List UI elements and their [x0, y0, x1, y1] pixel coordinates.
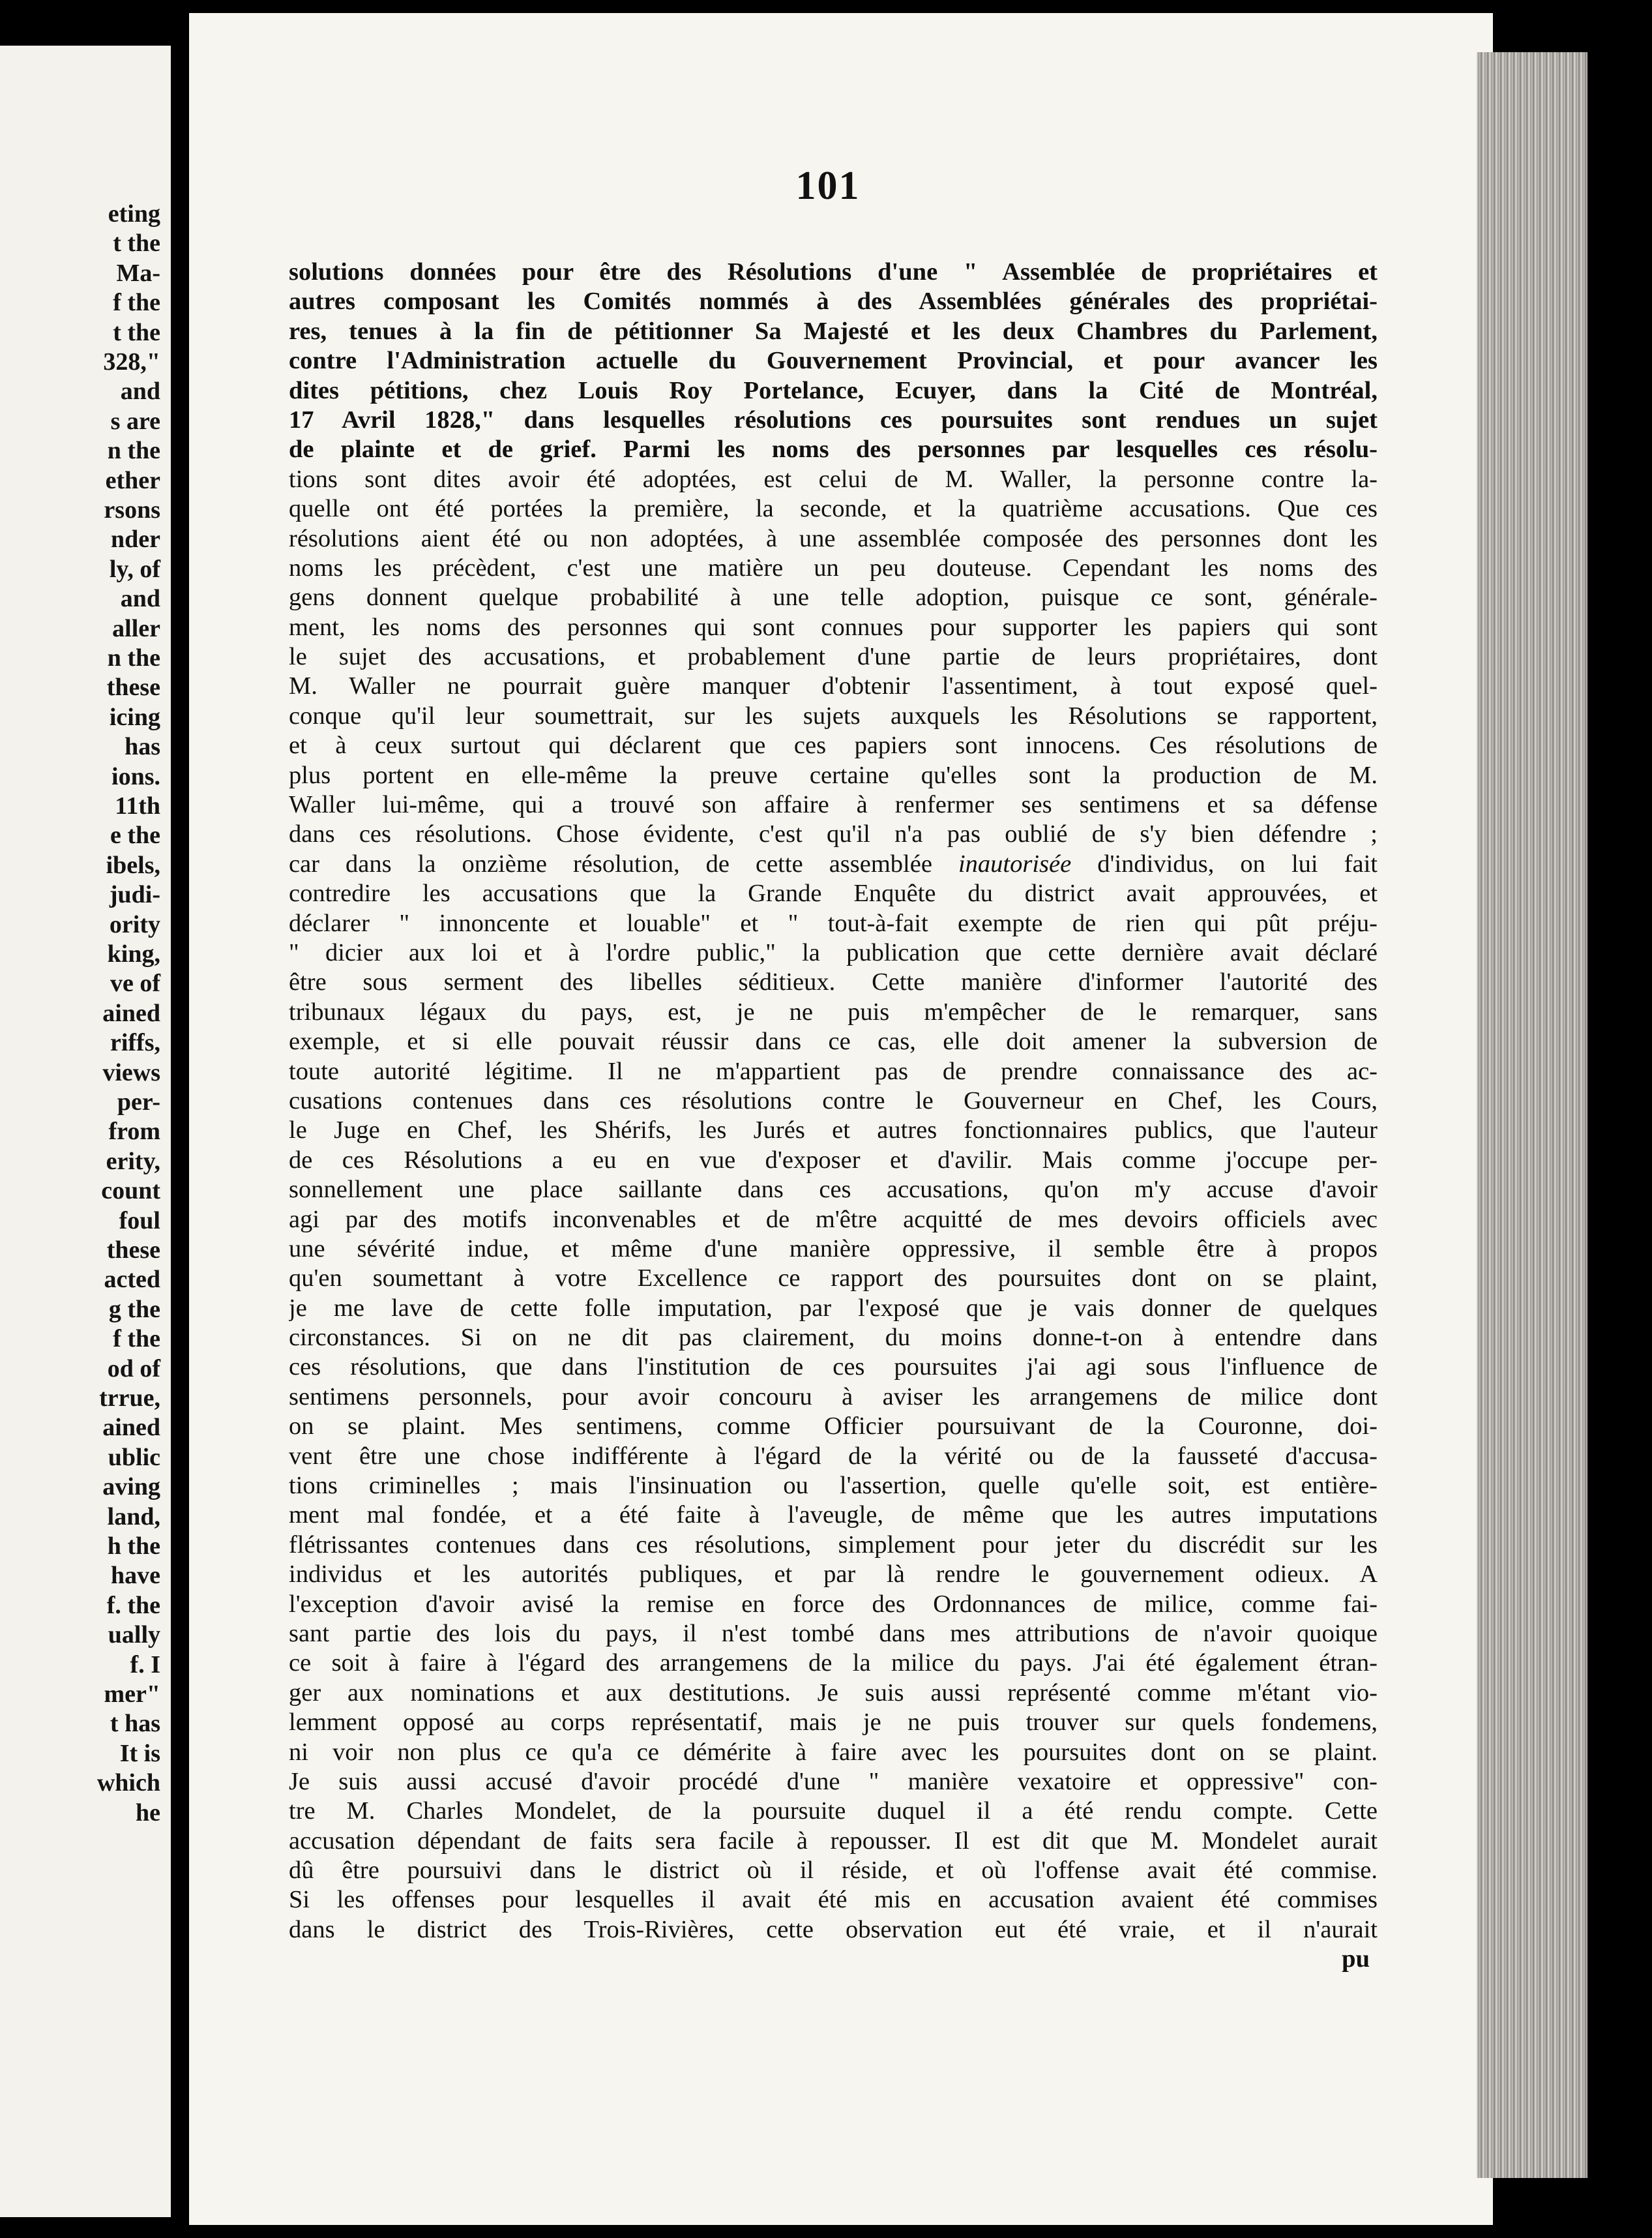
text-line: l'exception d'avoir avisé la remise en force des Ordonnances de milice, comme fai- [289, 1590, 1378, 1618]
left-page-line: e the [110, 822, 160, 850]
left-page-line: ually [108, 1621, 160, 1649]
text-line: flétrissantes contenues dans ces résolutions, simplement pour jeter du discrédit sur les [289, 1530, 1378, 1559]
text-line: je me lave de cette folle imputation, par l'exposé que je vais donner de quelques [289, 1294, 1378, 1322]
text-line: contre l'Administration actuelle du Gouvernement Provincial, et pour avancer les [289, 347, 1378, 375]
left-page-line: 328," [103, 348, 160, 376]
text-line: être sous serment des libelles séditieux. Cette manière d'informer l'autorité des [289, 968, 1378, 996]
left-page-line: ve of [110, 970, 160, 998]
left-page-line: aller [112, 614, 160, 642]
text-line: le Juge en Chef, les Shérifs, les Jurés et autres fonctionnaires publics, que l'auteur [289, 1116, 1378, 1144]
main-page [189, 13, 1493, 2225]
left-page-line: n the [107, 644, 160, 672]
left-page-line: rsons [104, 496, 160, 524]
left-page-line: from [108, 1118, 160, 1146]
text-line: ment, les noms des personnes qui sont connues pour supporter les papiers qui sont [289, 613, 1378, 641]
text-line: accusation dépendant de faits sera facile à repousser. Il est dit que M. Mondelet aurait [289, 1827, 1378, 1855]
text-line: dans ces résolutions. Chose évidente, c'est qu'il n'a pas oublié de s'y bien défendre ; [289, 820, 1378, 848]
text-line: dites pétitions, chez Louis Roy Portelance, Ecuyer, dans la Cité de Montréal, [289, 376, 1378, 404]
text-line: et à ceux surtout qui déclarent que ces papiers sont innocens. Ces résolutions de [289, 732, 1378, 760]
text-line: ce soit à faire à l'égard des arrangemens de la milice du pays. J'ai été également étran- [289, 1649, 1378, 1677]
text-line: autres composant les Comités nommés à des Assemblées générales des propriétai- [289, 288, 1378, 316]
left-page-line: ibels, [106, 851, 160, 879]
text-line: toute autorité légitime. Il ne m'appartient pas de prendre connaissance des ac- [289, 1057, 1378, 1085]
left-page-line: ained [102, 999, 160, 1027]
text-line: Si les offenses pour lesquelles il avait été mis en accusation avaient été commises [289, 1886, 1378, 1914]
left-page-line: views [102, 1058, 160, 1086]
text-line: ni voir non plus ce qu'a ce démérite à faire avec les poursuites dont on se plaint. [289, 1738, 1378, 1766]
text-line: de plainte et de grief. Parmi les noms des personnes par lesquelles ces résolu- [289, 436, 1378, 464]
left-page-line: acted [104, 1266, 160, 1294]
text-line: car dans la onzième résolution, de cette assemblée inautorisée d'individus, on lui fait [289, 850, 1378, 878]
left-page-line: Ma- [116, 259, 160, 287]
text-line: exemple, et si elle pouvait réussir dans ce cas, elle doit amener la subversion de [289, 1028, 1378, 1056]
left-page-line: f the [113, 289, 160, 317]
left-page-line: riffs, [110, 1029, 160, 1057]
left-page-line: f. I [130, 1650, 160, 1678]
left-page-line: aving [102, 1473, 160, 1501]
text-line: res, tenues à la fin de pétitionner Sa Majesté et les deux Chambres du Parlement, [289, 317, 1378, 345]
left-page-line: h the [107, 1532, 160, 1560]
text-line: individus et les autorités publiques, et par là rendre le gouvernement odieux. A [289, 1560, 1378, 1589]
left-page-line: ions. [111, 762, 160, 790]
text-line: résolutions aient été ou non adoptées, à une assemblée composée des personnes dont les [289, 524, 1378, 552]
text-line: déclarer " innoncente et louable" et " tout-à-fait exempte de rien qui pût préju- [289, 909, 1378, 937]
text-line: sentimens personnels, pour avoir concouru à aviser les arrangemens de milice dont [289, 1382, 1378, 1410]
text-line: sonnellement une place saillante dans ces accusations, qu'on m'y accuse d'avoir [289, 1176, 1378, 1204]
text-line: 17 Avril 1828," dans lesquelles résolutions ces poursuites sont rendues un sujet [289, 406, 1378, 434]
text-line: noms les précèdent, c'est une matière un peu douteuse. Cependant les noms des [289, 554, 1378, 582]
left-page-line: and [120, 585, 160, 613]
text-line: solutions données pour être des Résolutions d'une " Assemblée de propriétaires et [289, 258, 1378, 286]
left-page-line: he [136, 1798, 160, 1827]
left-page-line: s are [110, 407, 160, 435]
text-line: tre M. Charles Mondelet, de la poursuite duquel il a été rendu compte. Cette [289, 1797, 1378, 1825]
text-line: agi par des motifs inconvenables et de m'être acquitté de mes devoirs officiels avec [289, 1205, 1378, 1233]
left-page-line: mer" [104, 1680, 160, 1708]
left-page-line: t has [110, 1710, 160, 1738]
text-line: tribunaux légaux du pays, est, je ne puis m'empêcher de le remarquer, sans [289, 998, 1378, 1026]
left-page-line: ority [109, 910, 160, 938]
left-page-line: foul [119, 1206, 160, 1234]
text-line: conque qu'il leur soumettrait, sur les sujets auxquels les Résolutions se rapportent, [289, 702, 1378, 730]
left-page-line: land, [107, 1502, 160, 1530]
left-page-line: ether [105, 466, 160, 494]
left-page-line: which [96, 1769, 160, 1797]
left-page-line: per- [117, 1088, 160, 1116]
text-line: sant partie des lois du pays, il n'est tombé dans mes attributions de n'avoir quoique [289, 1619, 1378, 1647]
left-page-line: these [106, 674, 160, 702]
text-line: dans le district des Trois-Rivières, cette observation eut été vraie, et il n'aurait [289, 1915, 1378, 1943]
left-page-line: has [125, 733, 160, 761]
text-line: M. Waller ne pourrait guère manquer d'obtenir l'assentiment, à tout exposé quel- [289, 672, 1378, 700]
text-line: contredire les accusations que la Grande Enquête du district avait approuvées, et [289, 880, 1378, 908]
page-edges [1477, 52, 1587, 2178]
text-line: ment mal fondée, et a été faite à l'aveugle, de même que les autres imputations [289, 1501, 1378, 1529]
text-line: tions sont dites avoir été adoptées, est celui de M. Waller, la personne contre la- [289, 465, 1378, 493]
left-page-line: g the [108, 1295, 160, 1323]
text-line: on se plaint. Mes sentimens, comme Officier poursuivant de la Couronne, doi- [289, 1412, 1378, 1440]
left-page-line: king, [107, 940, 160, 968]
left-page-line: ublic [108, 1443, 160, 1471]
text-line: tions criminelles ; mais l'insinuation ou l'assertion, quelle qu'elle soit, est entière- [289, 1472, 1378, 1500]
left-page-line: t the [113, 318, 160, 346]
text-line: qu'en soumettant à votre Excellence ce rapport des poursuites dont on se plaint, [289, 1264, 1378, 1292]
left-page-line: and [120, 378, 160, 406]
left-page-line: od of [107, 1354, 160, 1382]
left-page-line: ained [102, 1414, 160, 1442]
left-page-line: eting [108, 200, 160, 228]
body-text [289, 258, 1378, 1975]
left-facing-page [0, 46, 171, 2217]
left-page-line: icing [109, 703, 160, 731]
text-line: circonstances. Si on ne dit pas clairement, du moins donne-t-on à entendre dans [289, 1324, 1378, 1352]
text-line: une sévérité indue, et même d'une manière oppressive, il semble être à propos [289, 1234, 1378, 1262]
text-line: dû être poursuivi dans le district où il réside, et où l'offense avait été commise. [289, 1857, 1378, 1885]
text-line: le sujet des accusations, et probablement d'une partie de leurs propriétaires, dont [289, 643, 1378, 671]
text-line: vent être une chose indifférente à l'égard de la vérité ou de la fausseté d'accusa- [289, 1442, 1378, 1470]
text-line: plus portent en elle-même la preuve certaine qu'elles sont la production de M. [289, 761, 1378, 789]
left-page-line: have [111, 1562, 160, 1590]
text-line: " dicier aux loi et à l'ordre public," la publication que cette dernière avait déclaré [289, 938, 1378, 966]
left-page-line: these [106, 1236, 160, 1264]
left-page-line: judi- [109, 881, 160, 909]
left-page-line: erity, [106, 1147, 160, 1175]
left-page-line: count [101, 1177, 160, 1205]
text-line: lemment opposé au corps représentatif, mais je ne puis trouver sur quels fondemens, [289, 1708, 1378, 1737]
text-line: Waller lui-même, qui a trouvé son affaire à renfermer ses sentimens et sa défense [289, 791, 1378, 819]
left-page-line: nder [111, 526, 160, 554]
left-page-line: It is [119, 1739, 160, 1767]
text-line: Je suis aussi accusé d'avoir procédé d'une " manière vexatoire et oppressive" con- [289, 1767, 1378, 1795]
catchword: pu [1342, 1945, 1370, 1973]
left-page-line: trrue, [99, 1384, 160, 1412]
text-line: gens donnent quelque probabilité à une telle adoption, puisque ce sont, générale- [289, 584, 1378, 612]
text-line: de ces Résolutions a eu en vue d'exposer et d'avilir. Mais comme j'occupe per- [289, 1146, 1378, 1174]
page-number: 101 [795, 164, 861, 208]
left-page-line: ly, of [109, 555, 160, 583]
left-page-line: t the [113, 230, 160, 258]
text-line: ger aux nominations et aux destitutions. Je suis aussi représenté comme m'étant vio- [289, 1678, 1378, 1707]
text-line: ces résolutions, que dans l'institution de ces poursuites j'ai agi sous l'influence de [289, 1353, 1378, 1381]
left-page-line: f. the [106, 1591, 160, 1619]
left-page-line: f the [113, 1325, 160, 1353]
text-line: cusations contenues dans ces résolutions contre le Gouverneur en Chef, les Cours, [289, 1086, 1378, 1114]
text-line: quelle ont été portées la première, la seconde, et la quatrième accusations. Que ces [289, 495, 1378, 523]
left-page-line: 11th [115, 792, 160, 820]
left-page-line: n the [107, 437, 160, 465]
